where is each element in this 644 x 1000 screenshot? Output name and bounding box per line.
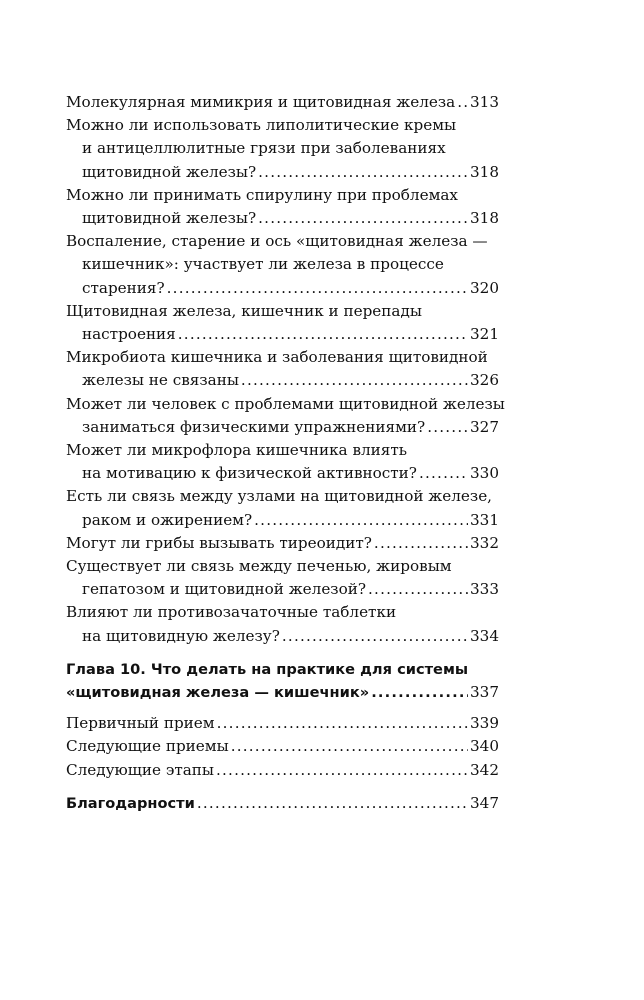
toc-entry-line [66,735,499,758]
dot-leader [254,509,468,532]
dot-leader [241,369,468,392]
toc-entry-title: Следующие приемы [66,737,229,756]
chapter-title: «щитовидная железа — кишечник» [66,684,370,702]
toc-entry-title: щитовидной железы? [82,162,257,181]
toc-page-number: 318 [470,162,499,181]
toc-entry-title: Существует ли связь между печенью, жировым [66,557,452,576]
toc-entry-line [66,555,499,578]
toc-entry-line [66,91,499,114]
toc-entry-line [66,658,499,681]
toc-entry-title: кишечник»: участвует ли железа в процессе [82,255,444,274]
toc-entry-line [66,393,505,416]
dot-leader [374,532,468,555]
toc-entry-title: Воспаление, старение и ось «щитовидная железа — [66,232,488,251]
toc-entry-title: Могут ли грибы вызывать тиреоидит? [66,533,372,552]
table-of-contents [66,91,505,815]
toc-sub-entry[interactable] [66,735,499,758]
toc-entry-line [66,114,499,137]
toc-entry-title: и антицеллюлитные грязи при заболеваниях [82,139,446,158]
toc-entry[interactable] [66,485,499,531]
toc-page-number: 320 [470,278,499,297]
toc-entry-line [66,792,499,815]
toc-entry[interactable] [66,555,499,601]
toc-entry[interactable] [66,230,499,300]
toc-page-number: 326 [470,371,499,390]
toc-entry-line [66,277,499,300]
toc-entry-line [66,416,499,439]
toc-page-number: 330 [470,464,499,483]
toc-entry[interactable] [66,346,499,392]
toc-entry-line [66,369,499,392]
dot-leader [216,759,468,782]
toc-entry[interactable] [66,532,499,555]
toc-entry-line [66,184,499,207]
dot-leader [258,207,468,230]
toc-entry-title: щитовидной железы? [82,209,257,228]
toc-entry-line [66,509,499,532]
toc-entry-title: гепатозом и щитовидной железой? [82,580,367,599]
toc-entry[interactable] [66,601,499,647]
toc-entry-title: Влияют ли противозачаточные таблетки [66,603,397,622]
toc-entry-title: Может ли человек с проблемами щитовидной железы [66,394,505,413]
toc-entry[interactable] [66,114,499,184]
toc-entry-title: настроения [82,325,176,344]
toc-entry-title: Микробиота кишечника и заболевания щитовидной [66,348,488,367]
toc-page-number: 332 [470,533,499,552]
toc-entry-line [66,207,499,230]
toc-page-number: 342 [470,760,499,779]
dot-leader [178,323,468,346]
toc-entry-line [66,323,499,346]
toc-entry-line [66,578,499,601]
toc-entry-line [66,300,499,323]
toc-entry-line [66,625,499,648]
toc-entry-title: на мотивацию к физической активности? [82,464,417,483]
dot-leader [197,792,468,815]
toc-entry-title: Есть ли связь между узлами на щитовидной железе, [66,487,493,506]
toc-entry-line [66,161,499,184]
toc-page-number: 333 [470,580,499,599]
toc-entry-line [66,601,499,624]
toc-page-number: 327 [470,417,499,436]
toc-entry[interactable] [66,439,499,485]
dot-leader [217,712,468,735]
toc-entry-line [66,137,499,160]
dot-leader [167,277,468,300]
dot-leader [427,416,468,439]
toc-entry-title: Может ли микрофлора кишечника влиять [66,441,408,460]
toc-entry-title: Следующие этапы [66,760,214,779]
toc-entry-line [66,439,499,462]
toc-entry-line [66,681,499,704]
toc-entry-title: Щитовидная железа, кишечник и перепады [66,301,422,320]
toc-entry-title: старения? [82,278,165,297]
toc-entry-line [66,346,499,369]
acknowledgements-title: Благодарности [66,794,195,812]
dot-leader [371,681,468,704]
dot-leader [282,625,468,648]
toc-entry-title: заниматься физическими упражнениями? [82,417,426,436]
toc-page-number: 318 [470,209,499,228]
toc-entry-title: раком и ожирением? [82,510,253,529]
toc-entry-line [66,759,499,782]
toc-entry-line [66,462,499,485]
toc-page-number: 340 [470,737,499,756]
toc-entry-line [66,485,499,508]
toc-page-number: 339 [470,714,499,733]
toc-entry-title: Молекулярная мимикрия и щитовидная железа [66,93,456,111]
toc-entry-title: железы не связаны [82,371,239,390]
toc-entry[interactable] [66,184,499,230]
toc-entry-line [66,712,499,735]
toc-page-number: 337 [470,683,499,702]
dot-leader [457,91,468,114]
toc-entry-title: Можно ли принимать спирулину при проблемах [66,185,458,204]
toc-page-number: 347 [470,793,499,812]
toc-entry[interactable] [66,300,499,346]
toc-entry-title: Первичный прием [66,714,215,733]
toc-page-number: 321 [470,325,499,344]
dot-leader [368,578,468,601]
toc-entry-line [66,253,499,276]
toc-sub-entry[interactable] [66,712,499,735]
toc-acknowledgements[interactable] [66,792,499,815]
toc-page-number: 331 [470,510,499,529]
toc-sub-entry[interactable] [66,759,499,782]
toc-page-number: 313 [470,93,499,111]
chapter-title: Глава 10. Что делать на практике для системы [66,660,469,678]
dot-leader [419,462,468,485]
dot-leader [231,735,468,758]
toc-entry[interactable] [66,393,505,439]
toc-entry-title: Можно ли использовать липолитические кремы [66,116,457,135]
toc-entry[interactable] [66,91,499,114]
dot-leader [258,161,468,184]
toc-entry-line [66,532,499,555]
toc-entry-title: на щитовидную железу? [82,626,280,645]
toc-entry-line [66,230,499,253]
toc-page-number: 334 [470,626,499,645]
toc-chapter-heading[interactable] [66,658,499,704]
